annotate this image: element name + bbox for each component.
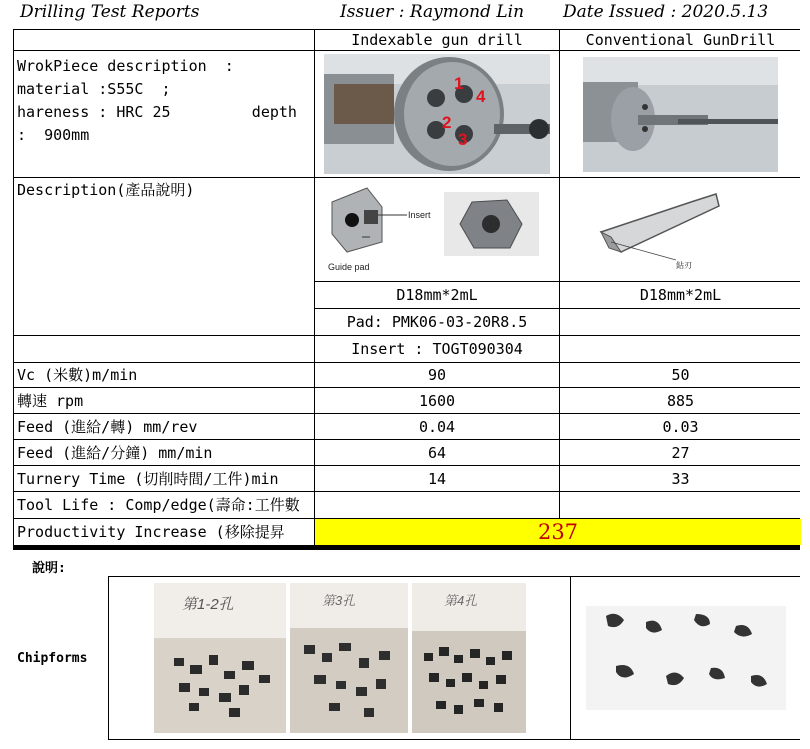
value-indexable: 64 (315, 440, 559, 465)
row-label-productivity: Productivity Increase (移除提昇 (14, 519, 314, 545)
hole-label: 3 (458, 130, 468, 149)
empty-cell (560, 336, 801, 362)
value-indexable: 14 (315, 466, 559, 491)
date-issued-text: Date Issued : 2020.5.13 (563, 2, 769, 22)
workpiece-photo (583, 57, 778, 172)
workpiece-description (14, 51, 314, 177)
chipforms-table (108, 576, 800, 740)
drilling-test-table (13, 29, 800, 550)
hole-label: 4 (476, 87, 486, 106)
empty-cell (14, 336, 314, 362)
report-title: Drilling Test Reports (20, 2, 200, 22)
indexable-workpiece-photo-cell (315, 51, 559, 177)
row-label-feed-rev: Feed (進給/轉) mm/rev (14, 414, 314, 439)
value-conventional: 33 (560, 466, 801, 491)
indexable-chip-photos (109, 577, 570, 739)
chip-caption: 第3孔 (321, 593, 355, 608)
conventional-chip-photo (571, 577, 800, 739)
row-label-tool-life: Tool Life : Comp/edge(壽命:工件數 (14, 492, 314, 518)
value-conventional: 27 (560, 440, 801, 465)
conventional-workpiece-photo-cell (560, 51, 801, 177)
header-blank-cell (14, 30, 314, 50)
pad-spec: Pad: PMK06-03-20R8.5 (315, 309, 559, 335)
value-indexable: 0.04 (315, 414, 559, 439)
chip-photo-set (154, 583, 526, 733)
value-conventional: 885 (560, 388, 801, 413)
value-conventional (560, 492, 801, 518)
workpiece-line: hareness : HRC 25 depth (17, 103, 297, 121)
hole-label: 2 (442, 113, 452, 132)
value-indexable: 90 (315, 363, 559, 387)
workpiece-line: WrokPiece description : (17, 57, 234, 75)
guide-pad-callout: Guide pad (328, 261, 370, 272)
chipforms-label: Chipforms (17, 651, 88, 666)
value-conventional: 50 (560, 363, 801, 387)
indexable-drill-diagram (322, 182, 552, 278)
row-label-rpm: 轉速 rpm (14, 388, 314, 413)
empty-cell (560, 309, 801, 335)
conventional-drill-diagram-cell (560, 178, 801, 281)
insert-callout: Insert (408, 209, 431, 220)
chip-photo-single (586, 606, 786, 710)
value-indexable: 1600 (315, 388, 559, 413)
description-label: Description(產品說明) (14, 178, 314, 335)
chip-caption: 第1-2孔 (181, 596, 234, 613)
workpiece-line: material :S55C ; (17, 80, 171, 98)
chip-caption: 第4孔 (443, 593, 477, 608)
drill-edge-callout: 鉆刃 (675, 260, 692, 270)
hole-label: 1 (454, 74, 464, 93)
col-header-indexable: Indexable gun drill (315, 30, 559, 50)
value-indexable (315, 492, 559, 518)
value-conventional: 0.03 (560, 414, 801, 439)
insert-spec: Insert : TOGT090304 (315, 336, 559, 362)
col-header-conventional: Conventional GunDrill (560, 30, 801, 50)
spec-conventional: D18mm*2mL (560, 282, 801, 308)
note-label: 說明: (32, 561, 66, 576)
workpiece-photo (324, 54, 550, 174)
spec-indexable: D18mm*2mL (315, 282, 559, 308)
conventional-drill-diagram (581, 182, 781, 278)
issuer-text: Issuer : Raymond Lin (340, 2, 525, 22)
indexable-drill-diagram-cell (315, 178, 559, 281)
productivity-value: 237 (315, 519, 801, 545)
row-label-turnery-time: Turnery Time (切削時間/工件)min (14, 466, 314, 491)
row-label-vc: Vc (米數)m/min (14, 363, 314, 387)
workpiece-line: : 900mm (17, 126, 90, 144)
row-label-feed-min: Feed (進給/分鐘) mm/min (14, 440, 314, 465)
